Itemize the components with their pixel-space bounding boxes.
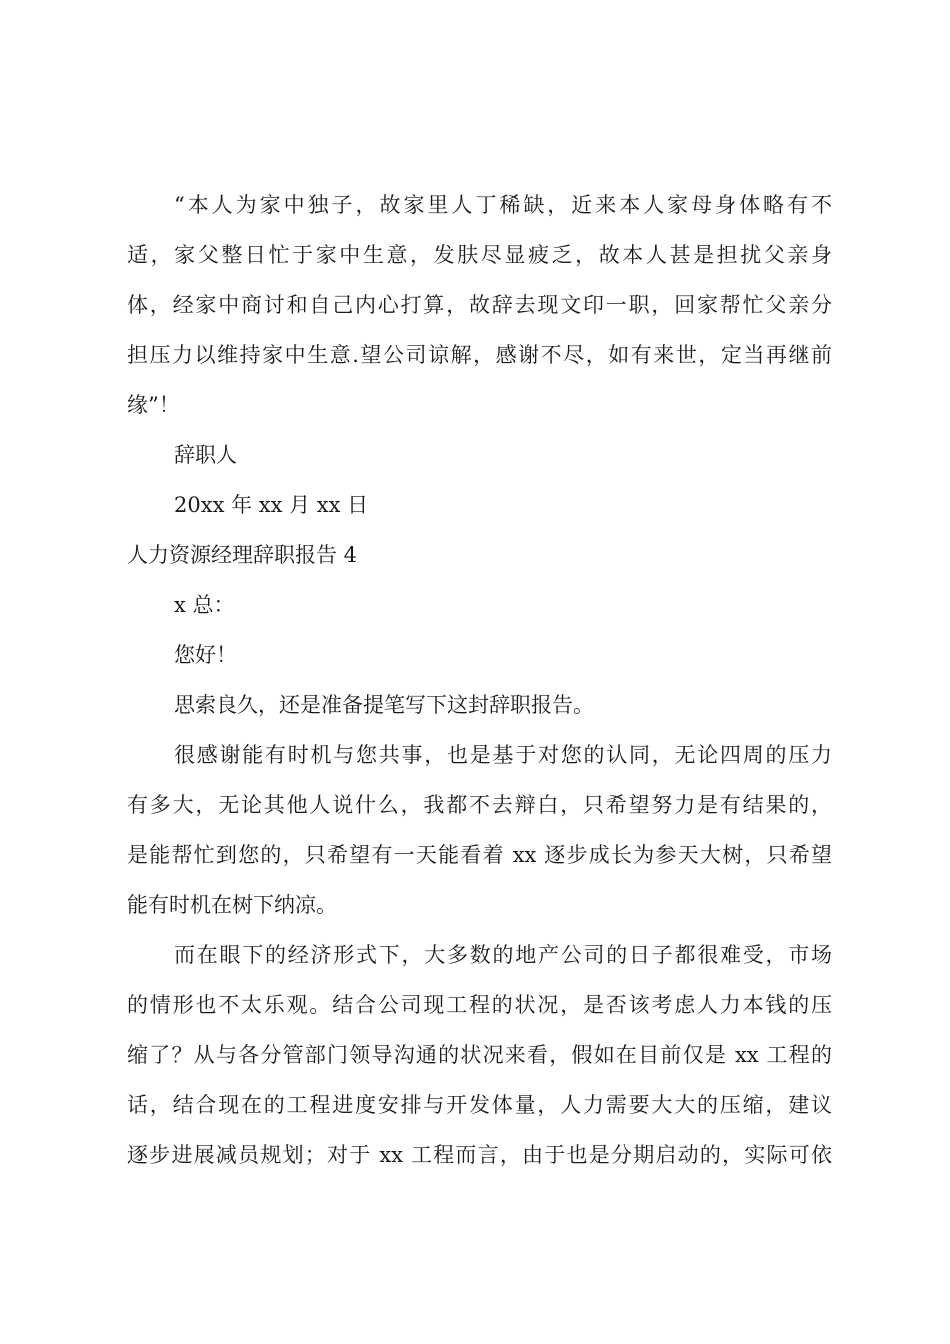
text-line: “本人为家中独子，故家里人丁稀缺，近来本人家母身体略有不 [174,193,832,217]
salutation: x 总： [174,593,235,617]
section-heading: 人力资源经理辞职报告 4 [127,543,358,567]
text-line: 而在眼下的经济形式下，大多数的地产公司的日子都很难受，市场 [174,943,832,967]
intro-line: 思索良久，还是准备提笔写下这封辞职报告。 [174,693,594,717]
text-line: 逐步进展减员规划；对于 xx 工程而言，由于也是分期启动的，实际可依 [127,1143,832,1167]
greeting: 您好！ [174,643,237,667]
text-line: 很感谢能有时机与您共事，也是基于对您的认同，无论四周的压力 [174,743,832,767]
text-line: 的情形也不太乐观。结合公司现工程的状况，是否该考虑人力本钱的压 [127,993,832,1017]
text-line: 担压力以维持家中生意.望公司谅解，感谢不尽，如有来世，定当再继前 [127,343,832,367]
text-line: 缩了？从与各分管部门领导沟通的状况来看，假如在目前仅是 xx 工程的 [127,1043,832,1067]
signer-label: 辞职人 [174,443,237,467]
text-line: 能有时机在树下纳凉。 [127,893,337,917]
text-line: 话，结合现在的工程进度安排与开发体量，人力需要大大的压缩，建议 [127,1093,832,1117]
text-line: 体，经家中商讨和自己内心打算，故辞去现文印一职，回家帮忙父亲分 [127,293,832,317]
text-line: 是能帮忙到您的，只希望有一天能看着 xx 逐步成长为参天大树，只希望 [127,843,832,867]
date-line: 20xx 年 xx 月 xx 日 [174,493,369,517]
text-line: 适，家父整日忙于家中生意，发肤尽显疲乏，故本人甚是担扰父亲身 [127,243,832,267]
text-line: 有多大，无论其他人说什么，我都不去辩白，只希望努力是有结果的， [127,793,832,817]
text-line: 缘”！ [127,393,180,417]
